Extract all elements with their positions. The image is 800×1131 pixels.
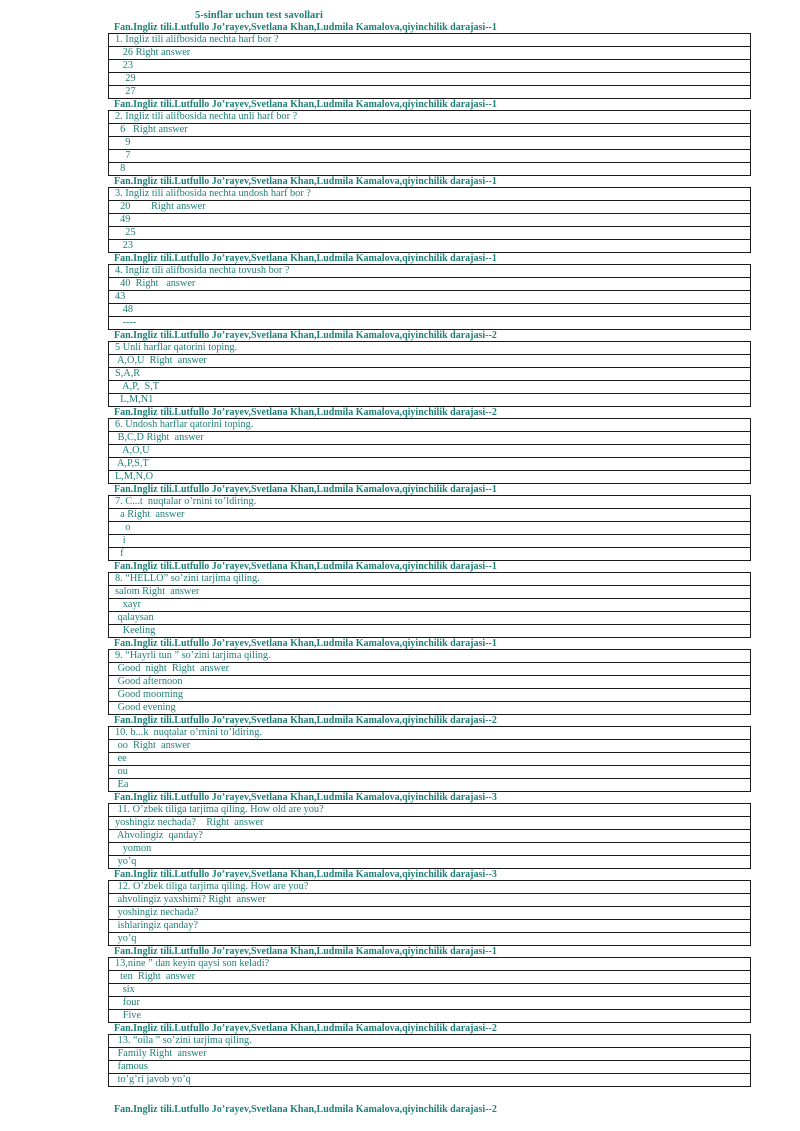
question-table (108, 187, 751, 253)
question-table (108, 572, 751, 638)
answer-option: ishlaringiz qanday? (109, 919, 750, 932)
question-text: 5 Unli harflar qatorini toping. (115, 342, 238, 353)
page-title: 5-sinflar uchun test savollari (195, 10, 323, 21)
answer-option: to’g’ri javob yo’q (109, 1073, 750, 1086)
question-subject-header: Fan.Ingliz tili.Lutfullo Jo’rayev,Svetlana Khan,Ludmila Kamalova,qiyinchilik darajasi--3 (114, 869, 497, 880)
answer-option: yomon (109, 842, 750, 855)
answer-option: ahvolingiz yaxshimi? Right answer (109, 893, 750, 906)
answer-option: Keeling (109, 624, 750, 637)
answer-option: salom Right answer (109, 585, 750, 598)
question-table (108, 110, 751, 176)
answer-option: L,M,N1 (109, 393, 750, 406)
question-block (108, 484, 751, 561)
question-subject-header: Fan.Ingliz tili.Lutfullo Jo’rayev,Svetlana Khan,Ludmila Kamalova,qiyinchilik darajasi--1 (114, 946, 497, 957)
answer-option: a Right answer (109, 508, 750, 521)
answer-option: 20 Right answer (109, 200, 750, 213)
question-text: 10. b...k nuqtalar o’rnini to’ldiring. (115, 727, 262, 738)
question-block (108, 792, 751, 869)
answer-option: ten Right answer (109, 970, 750, 983)
question-block (108, 638, 751, 715)
answer-option: B,C,D Right answer (109, 431, 750, 444)
question-text: 6. Undosh harflar qatorini toping. (115, 419, 254, 430)
question-subject-header: Fan.Ingliz tili.Lutfullo Jo’rayev,Svetlana Khan,Ludmila Kamalova,qiyinchilik darajasi--2 (114, 1023, 497, 1034)
answer-option: oo Right answer (109, 739, 750, 752)
question-table (108, 649, 751, 715)
question-block (108, 99, 751, 176)
question-table (108, 803, 751, 869)
question-text: 3. Ingliz tili alifbosida nechta undosh harf bor ? (115, 188, 311, 199)
question-text: 13,nine ” dan keyin qaysi son keladi? (115, 958, 270, 969)
question-subject-header: Fan.Ingliz tili.Lutfullo Jo’rayev,Svetlana Khan,Ludmila Kamalova,qiyinchilik darajasi--2 (114, 1104, 497, 1115)
question-text: 12. O’zbek tiliga tarjima qiling. How are you? (115, 881, 309, 892)
question-text: 4. Ingliz tili alifbosida nechta tovush bor ? (115, 265, 290, 276)
answer-option: 9 (109, 136, 750, 149)
question-subject-header: Fan.Ingliz tili.Lutfullo Jo’rayev,Svetlana Khan,Ludmila Kamalova,qiyinchilik darajasi--1 (114, 99, 497, 110)
question-block (108, 253, 751, 330)
question-subject-header: Fan.Ingliz tili.Lutfullo Jo’rayev,Svetlana Khan,Ludmila Kamalova,qiyinchilik darajasi--1 (114, 484, 497, 495)
question-table (108, 726, 751, 792)
answer-option: A,P, S,T (109, 380, 750, 393)
question-text: 13. “oila ” so’zini tarjima qiling. (115, 1035, 252, 1046)
question-text: 9. “Hayrli tun ” so’zini tarjima qiling. (115, 650, 271, 661)
question-subject-header: Fan.Ingliz tili.Lutfullo Jo’rayev,Svetlana Khan,Ludmila Kamalova,qiyinchilik darajasi--1 (114, 561, 497, 572)
answer-option: Ahvolingiz qanday? (109, 829, 750, 842)
question-block (108, 869, 751, 946)
answer-option: 27 (109, 85, 750, 98)
answer-option: 8 (109, 162, 750, 175)
answer-option: famous (109, 1060, 750, 1073)
answer-option: yo’q (109, 932, 750, 945)
answer-option: Ea (109, 778, 750, 791)
answer-option: 29 (109, 72, 750, 85)
question-table (108, 418, 751, 484)
question-table (108, 341, 751, 407)
answer-option: Good evening (109, 701, 750, 714)
question-text: 2. Ingliz tili alifbosida nechta unli harf bor ? (115, 111, 298, 122)
answer-option: six (109, 983, 750, 996)
answer-option: Good afternoon (109, 675, 750, 688)
answer-option: 49 (109, 213, 750, 226)
question-block (108, 330, 751, 407)
question-block (108, 22, 751, 99)
question-list (108, 22, 751, 1087)
answer-option: 25 (109, 226, 750, 239)
answer-option: Good moorning (109, 688, 750, 701)
question-table (108, 33, 751, 99)
answer-option: S,A,R (109, 367, 750, 380)
question-text: 11. O’zbek tiliga tarjima qiling. How old are you? (115, 804, 324, 815)
answer-option: 48 (109, 303, 750, 316)
question-block (108, 1023, 751, 1087)
answer-option: qalaysan (109, 611, 750, 624)
question-block (108, 407, 751, 484)
answer-option: L,M,N,O (109, 470, 750, 483)
question-text: 8. “HELLO” so’zini tarjima qiling. (115, 573, 260, 584)
question-text: 7. C...t nuqtalar o’rnini to’ldiring. (115, 496, 257, 507)
question-table (108, 495, 751, 561)
answer-option: ou (109, 765, 750, 778)
answer-option: i (109, 534, 750, 547)
answer-option: Five (109, 1009, 750, 1022)
question-subject-header: Fan.Ingliz tili.Lutfullo Jo’rayev,Svetlana Khan,Ludmila Kamalova,qiyinchilik darajasi--1 (114, 22, 497, 33)
answer-option: A,P,S,T (109, 457, 750, 470)
answer-option: 26 Right answer (109, 46, 750, 59)
answer-option: o (109, 521, 750, 534)
question-subject-header: Fan.Ingliz tili.Lutfullo Jo’rayev,Svetlana Khan,Ludmila Kamalova,qiyinchilik darajasi--1 (114, 253, 497, 264)
answer-option: A,O,U Right answer (109, 354, 750, 367)
answer-option: f (109, 547, 750, 560)
answer-option: Good night Right answer (109, 662, 750, 675)
question-subject-header: Fan.Ingliz tili.Lutfullo Jo’rayev,Svetlana Khan,Ludmila Kamalova,qiyinchilik darajasi--3 (114, 792, 497, 803)
question-subject-header: Fan.Ingliz tili.Lutfullo Jo’rayev,Svetlana Khan,Ludmila Kamalova,qiyinchilik darajasi--2 (114, 330, 497, 341)
question-subject-header: Fan.Ingliz tili.Lutfullo Jo’rayev,Svetlana Khan,Ludmila Kamalova,qiyinchilik darajasi--1 (114, 638, 497, 649)
answer-option: A,O,U (109, 444, 750, 457)
question-table (108, 1034, 751, 1087)
answer-option: ee (109, 752, 750, 765)
question-block (108, 946, 751, 1023)
question-subject-header: Fan.Ingliz tili.Lutfullo Jo’rayev,Svetlana Khan,Ludmila Kamalova,qiyinchilik darajasi--1 (114, 176, 497, 187)
question-block (108, 715, 751, 792)
answer-option: 23 (109, 59, 750, 72)
question-table (108, 880, 751, 946)
answer-option: 43 (109, 290, 750, 303)
answer-option: Family Right answer (109, 1047, 750, 1060)
answer-option: yoshingiz nechada? (109, 906, 750, 919)
question-block (108, 561, 751, 638)
answer-option: four (109, 996, 750, 1009)
question-subject-header: Fan.Ingliz tili.Lutfullo Jo’rayev,Svetlana Khan,Ludmila Kamalova,qiyinchilik darajasi--2 (114, 407, 497, 418)
answer-option: yoshingiz nechada? Right answer (109, 816, 750, 829)
answer-option: 40 Right answer (109, 277, 750, 290)
answer-option: yo’q (109, 855, 750, 868)
question-block (108, 176, 751, 253)
question-table (108, 264, 751, 330)
answer-option: 7 (109, 149, 750, 162)
answer-option: 6 Right answer (109, 123, 750, 136)
question-subject-header: Fan.Ingliz tili.Lutfullo Jo’rayev,Svetlana Khan,Ludmila Kamalova,qiyinchilik darajasi--2 (114, 715, 497, 726)
answer-option: 23 (109, 239, 750, 252)
answer-option: xayr (109, 598, 750, 611)
question-text: 1. Ingliz tili alifbosida nechta harf bor ? (115, 34, 279, 45)
question-table (108, 957, 751, 1023)
answer-option: ---- (109, 316, 750, 329)
